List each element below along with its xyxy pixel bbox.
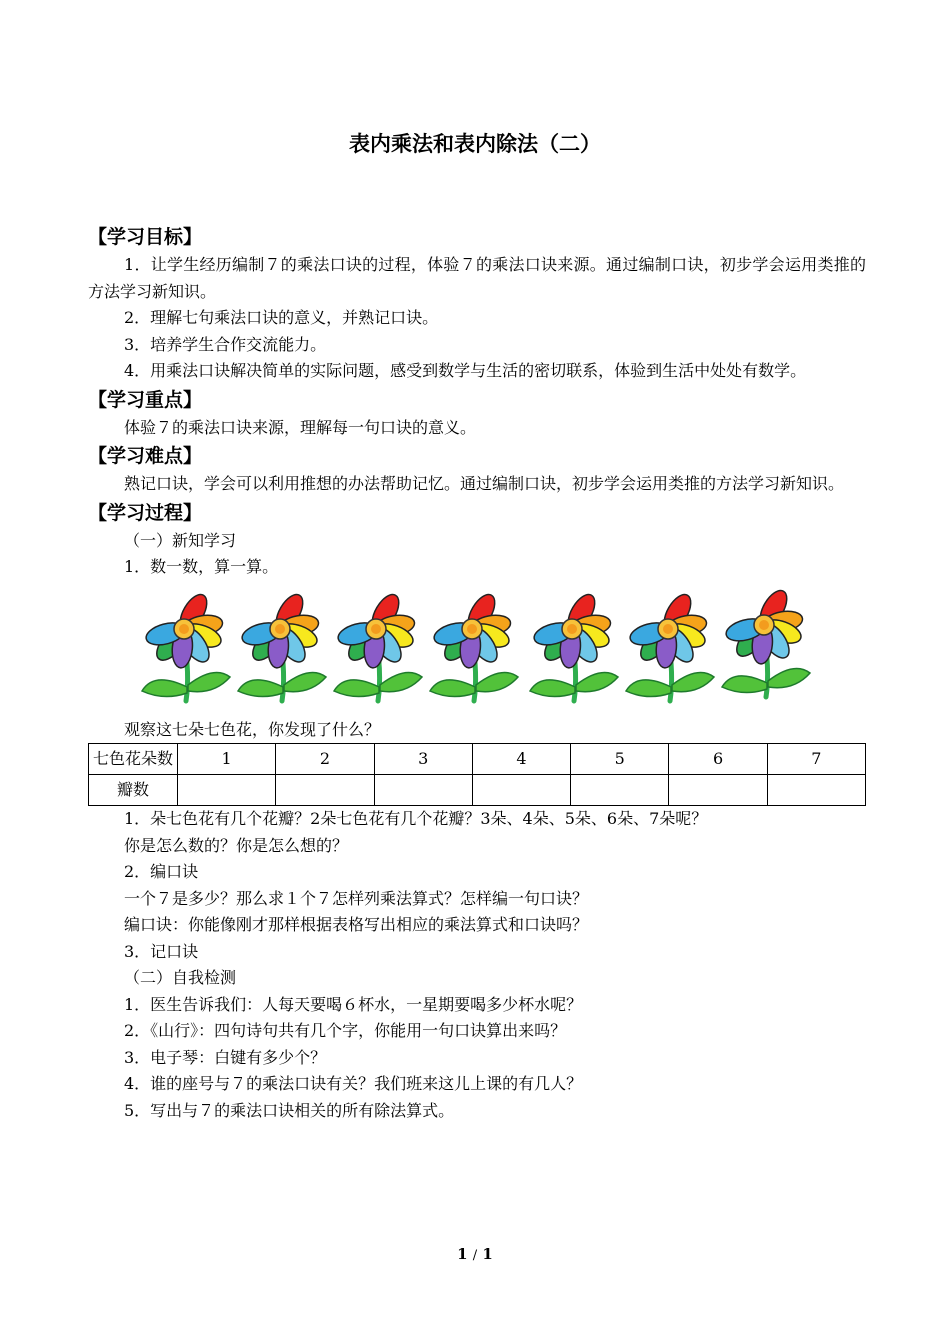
- table-cell-empty: [472, 775, 570, 806]
- table-cell-empty: [374, 775, 472, 806]
- table-row: [89, 744, 866, 775]
- flower: [334, 590, 422, 701]
- key-text: 体验７的乘法口诀来源，理解每一句口诀的意义。: [124, 417, 477, 437]
- table-cell-empty: [571, 775, 669, 806]
- step2-label: 2．编口诀: [124, 862, 199, 881]
- page-current: 1: [457, 1245, 468, 1263]
- key-heading: 【学习重点】: [88, 388, 203, 411]
- flowers-illustration: [136, 587, 816, 707]
- table-row-label: 瓣数: [89, 775, 178, 806]
- table-cell-empty: [669, 775, 767, 806]
- step1-label: 1．数一数，算一算。: [124, 557, 279, 576]
- table-row-label: 七色花朵数: [89, 744, 178, 775]
- check-item: 2．《山行》：四句诗句共有几个字，你能用一句口诀算出来吗？: [124, 1021, 567, 1040]
- flower-table: [88, 743, 866, 806]
- page-title: 表内乘法和表内除法（二）: [349, 132, 601, 156]
- table-cell: 6: [669, 744, 767, 775]
- table-cell-empty: [276, 775, 374, 806]
- check-item: 3．电子琴：白键有多少个？: [124, 1047, 327, 1067]
- goals-heading: 【学习目标】: [88, 226, 203, 248]
- difficulty-text: 熟记口诀，学会可以利用推想的办法帮助记忆。通过编制口诀，初步学会运用类推的方法学习新知识。: [124, 474, 845, 493]
- observe-question: 观察这七朵七色花，你发现了什么？: [124, 719, 381, 739]
- page-total: 1: [482, 1245, 493, 1263]
- table-cell: 5: [571, 744, 669, 775]
- page-separator: /: [472, 1248, 478, 1263]
- flower: [530, 590, 618, 701]
- goal-item: 2．理解七句乘法口诀的意义，并熟记口诀。: [124, 308, 439, 327]
- table-cell: 7: [767, 744, 865, 775]
- difficulty-heading: 【学习难点】: [88, 445, 203, 467]
- table-cell-empty: [767, 775, 865, 806]
- page-number: [0, 1245, 950, 1263]
- process-heading: 【学习过程】: [88, 501, 203, 524]
- part2-label: （二）自我检测: [124, 968, 237, 987]
- flower: [430, 590, 518, 701]
- question-1: 1．朵七色花有几个花瓣？2朵七色花有几个花瓣？3朵、4朵、5朵、6朵、7朵呢？: [124, 809, 708, 828]
- step2-text-a: 一个７是多少？那么求１个７怎样列乘法算式？怎样编一句口诀？: [124, 888, 589, 908]
- flower: [238, 590, 326, 701]
- check-item: 4．谁的座号与７的乘法口诀有关？我们班来这儿上课的有几人？: [124, 1074, 583, 1093]
- check-item: 1．医生告诉我们：人每天要喝６杯水，一星期要喝多少杯水呢？: [124, 994, 583, 1014]
- table-cell: 3: [374, 744, 472, 775]
- goal-item: 4．用乘法口诀解决简单的实际问题，感受到数学与生活的密切联系，体验到生活中处处有数学。: [124, 361, 807, 380]
- goal-item: 3．培养学生合作交流能力。: [124, 334, 327, 354]
- table-cell-empty: [178, 775, 276, 806]
- seven-color-flowers: [136, 587, 866, 707]
- content: [88, 222, 866, 1124]
- goal-item: 1．让学生经历编制７的乘法口诀的过程，体验７的乘法口诀来源。通过编制口诀，初步学会运用类推的方法学习新知识。: [88, 255, 866, 301]
- flower: [722, 587, 810, 697]
- table-row: [89, 775, 866, 806]
- table-cell: 4: [472, 744, 570, 775]
- question-1b: 你是怎么数的？你是怎么想的？: [124, 835, 349, 855]
- step2-text-b: 编口诀：你能像刚才那样根据表格写出相应的乘法算式和口诀吗？: [124, 915, 589, 934]
- step3-label: 3．记口诀: [124, 941, 199, 961]
- table-cell: 2: [276, 744, 374, 775]
- part1-label: （一）新知学习: [124, 530, 237, 550]
- check-item: 5．写出与７的乘法口诀相关的所有除法算式。: [124, 1100, 455, 1120]
- flower: [142, 590, 230, 701]
- flower: [626, 590, 714, 701]
- table-cell: 1: [178, 744, 276, 775]
